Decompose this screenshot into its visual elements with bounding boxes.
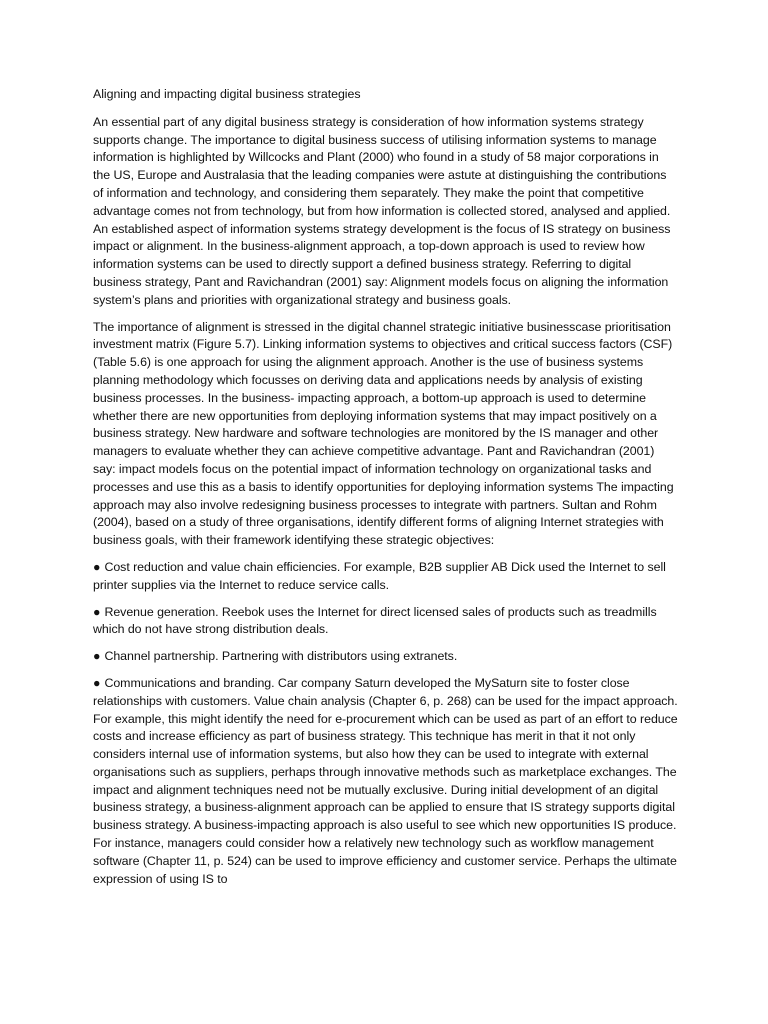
bullet-item-4 [93, 675, 679, 889]
bullet-text: Revenue generation. Reebok uses the Internet for direct licensed sales of products such as treadmills which do not have strong distribution deals. [93, 604, 657, 637]
bullet-item-2 [93, 604, 679, 640]
bullet-text: Channel partnership. Partnering with distributors using extranets. [104, 649, 458, 664]
bullet-text: Communications and branding. Car company Saturn developed the MySaturn site to foster close relationships with customers. Value chain analysis (Chapter 6, p. 268) can be used for the impact approach. For example, this might identify the need for e-procurement which can be used as part of an effort to reduce costs and increase efficiency as part of business strategy. This technique has merit in that it not only considers internal use of information systems, but also how they can be used to integrate with external organisations such as suppliers, perhaps through innovative methods such as marketplace exchanges. The impact and alignment techniques need not be mutually exclusive. During initial development of an digital business strategy, a business-alignment approach can be applied to ensure that IS strategy supports digital business strategy. A business-impacting approach is also useful to see which new opportunities IS produce. For instance, managers could consider how a relatively new technology such as workflow management software (Chapter 11, p. 524) can be used to improve efficiency and customer service. Perhaps the ultimate expression of using IS to [93, 675, 678, 886]
document-title: Aligning and impacting digital business strategies [93, 87, 361, 101]
bullet-icon: ● [93, 559, 101, 574]
bullet-icon: ● [93, 604, 101, 619]
document-page [93, 86, 679, 897]
paragraph-2: The importance of alignment is stressed in the digital channel strategic initiative businesscase prioritisation investment matrix (Figure 5.7). Linking information systems to objectives and critical success factors (CSF) (Table 5.6) is one approach for using the alignment approach. Another is the use of business systems planning methodology which focusses on deriving data and applications needs by analysis of existing business processes. In the business- impacting approach, a bottom-up approach is used to determine whether there are new opportunities from deploying information systems that may impact positively on a business strategy. New hardware and software technologies are monitored by the IS manager and other managers to evaluate whether they can achieve competitive advantage. Pant and Ravichandran (2001) say: impact models focus on the potential impact of information technology on organizational tasks and processes and use this as a basis to identify opportunities for deploying information systems The impacting approach may also involve redesigning business processes to integrate with partners. Sultan and Rohm (2004), based on a study of three organisations, identify different forms of aligning Internet strategies with business goals, with their framework identifying these strategic objectives: [93, 319, 674, 548]
paragraph-1: An essential part of any digital business strategy is consideration of how information systems strategy supports change. The importance to digital business success of utilising information systems to manage information is highlighted by Willcocks and Plant (2000) who found in a study of 58 major corporations in the US, Europe and Australasia that the leading companies were astute at distinguishing the contributions of information and technology, and considering them separately. They make the point that competitive advantage comes not from technology, but from how information is collected stored, analysed and applied. An established aspect of information systems strategy development is the focus of IS strategy on business impact or alignment. In the business-alignment approach, a top-down approach is used to review how information systems can be used to directly support a defined business strategy. Referring to digital business strategy, Pant and Ravichandran (2001) say: Alignment models focus on aligning the information system’s plans and priorities with organizational strategy and business goals. [93, 114, 671, 307]
bullet-item-3 [93, 648, 679, 666]
bullet-text: Cost reduction and value chain efficiencies. For example, B2B supplier AB Dick used the Internet to sell printer supplies via the Internet to reduce service calls. [93, 559, 666, 592]
bullet-icon: ● [93, 675, 101, 690]
bullet-item-1 [93, 559, 679, 595]
bullet-icon: ● [93, 649, 101, 664]
